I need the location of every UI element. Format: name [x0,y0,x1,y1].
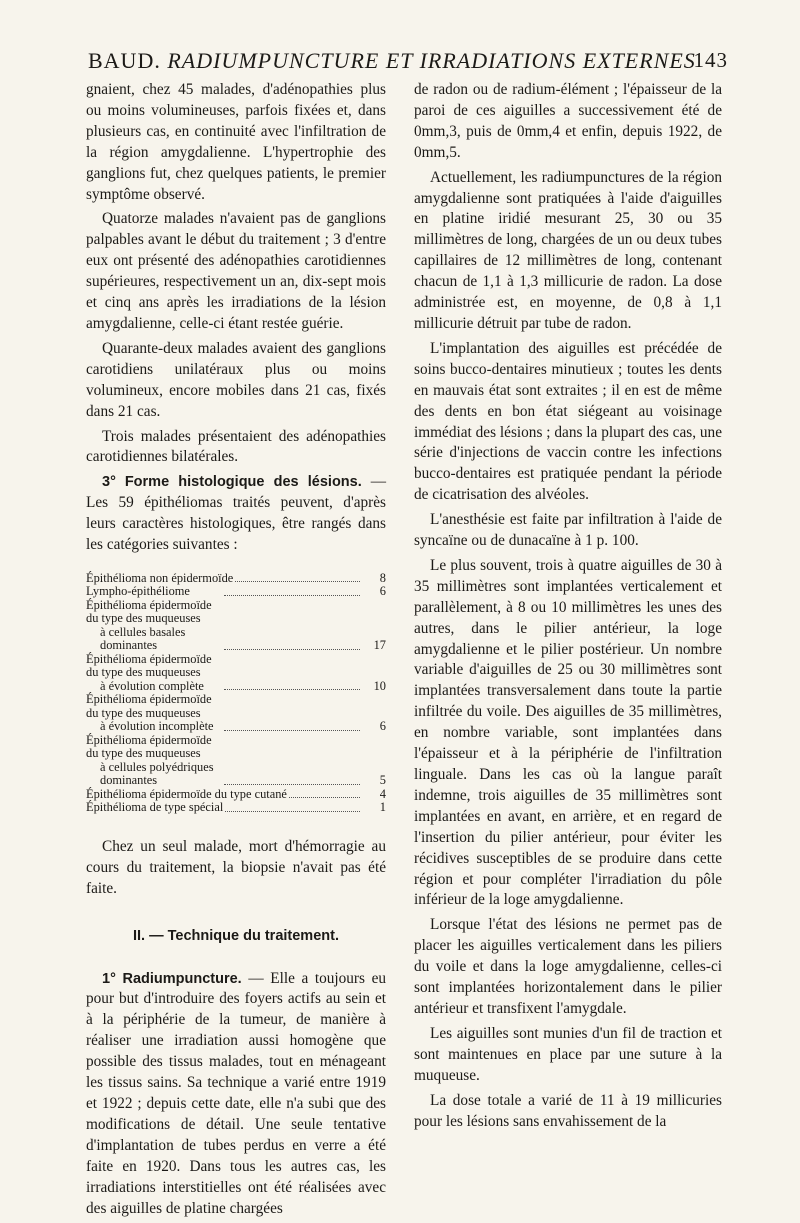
row-count: 1 [379,800,386,815]
table-row [86,653,386,694]
row-label-continued: à cellules polyédriques dominantes [100,759,214,788]
table-row [86,788,386,802]
subsection-title: Forme histologique des lésions. [124,474,362,491]
paragraph: L'implantation des aiguilles est précédée de soins bucco-dentaires minutieux ; toutes les dents en mauvais état sont extraites ; il en est de même des dents en bon état siégeant au voisinage immédiat des lésions ; dans la plupart des cas, une série d'injections de vaccin contre les infections bucco-dentaires est pratiquée pendant la période de cicatrisation des alvéoles. [414,339,722,504]
paragraph: Quatorze malades n'avaient pas de ganglions palpables avant le début du traitement ; 3 d'entre eux ont présenté des adénopathies carotidiennes supérieures, respectivement un an, dix-sept mois et cinq ans après les irradiations de la lésion amygdalienne, celle-ci étant restée guérie. [86,210,386,332]
table-row [86,599,386,653]
running-header [88,48,728,74]
row-label-continued: à évolution incomplète [100,719,214,734]
row-count: 6 [379,584,386,599]
paragraph: La dose totale a varié de 11 à 19 millicuries pour les lésions sans envahissement de la [414,1091,722,1130]
row-label: Épithélioma épidermoïde du type cutané [86,786,287,801]
left-column [86,80,386,1223]
subsection-histology [86,472,386,556]
table-row [86,572,386,586]
row-count: 5 [379,773,386,788]
row-count: 6 [379,719,386,734]
header-title: RADIUMPUNCTURE ET IRRADIATIONS EXTERNES [167,48,696,73]
paragraph: Le plus souvent, trois à quatre aiguilles de 30 à 35 millimètres sont implantées verticalement et parallèlement, à 8 ou 10 millimètres les unes des autres, dans le pilier antérieur, la loge amygdalienne et le pilier postérieur. Un nombre variable d'aiguilles de 25 ou 30 millimètres sont implantées transversalement dans toute la partie infiltrée du voile. Des aiguilles de 35 millimètres, en nombre variable, sont implantées dans l'épaisseur et à la périphérie de l'infiltration linguale. Dans les cas où la langue paraît indemne, trois aiguilles de 35 millimètres sont implantées en avant, en arrière, et en regard de l'insertion du pilier antérieur, pour éviter les récidives susceptibles de se produire dans cette région et pour compléter l'irradiation du pôle inférieur de la loge amygdalienne. [414,556,722,909]
row-count: 10 [373,678,386,693]
row-label: Épithélioma épidermoïde du type des muqueuses [86,651,212,680]
page-number: 143 [693,48,728,72]
row-label: Lympho-épithéliome [86,584,190,599]
header-author: BAUD. [88,48,161,73]
row-label: Épithélioma épidermoïde du type des muqueuses [86,597,212,626]
paragraph: Actuellement, les radiumpunctures de la région amygdalienne sont pratiquées à l'aide d'aiguilles en platine iridié mesurant 25, 30 ou 35 millimètres de long, chargées de un ou deux tubes capillaires de 12 millimètres de long, contenant chacun de 1,1 à 1,3 millicurie de radon. La dose administrée est, en moyenne, de 0,8 à 1,1 millicurie détruit par tube de radon. [414,168,722,332]
subsection-radiumpuncture [86,969,386,1220]
row-label: Épithélioma épidermoïde du type des muqueuses [86,692,212,720]
table-row [86,585,386,599]
subsection-number: 1° [102,970,116,987]
paragraph: Chez un seul malade, mort d'hémorragie au cours du traitement, la biopsie n'avait pas été faite. [86,837,386,897]
row-label-continued: à cellules basales dominantes [100,624,186,653]
paragraph: de radon ou de radium-élément ; l'épaisseur de la paroi de ces aiguilles a successivement été de 0mm,3, puis de 0mm,4 et enfin, depuis 1922, de 0mm,5. [414,81,722,161]
paragraph: L'anesthésie est faite par infiltration à l'aide de syncaïne ou de dunacaïne à 1 p. 100. [414,511,722,550]
subsection-title: Radiumpuncture. [122,970,242,987]
row-count: 17 [373,638,386,653]
row-count: 8 [379,570,386,585]
paragraph: Trois malades présentaient des adénopathies carotidiennes bilatérales. [86,427,386,466]
row-label: Épithélioma non épidermoïde [86,570,234,585]
histology-table [86,572,386,815]
paragraph: Lorsque l'état des lésions ne permet pas de placer les aiguilles verticalement dans les piliers du voile et dans la loge amygdalienne, celles-ci sont implantées horizontalement dans le pilier antérieur et transfixent l'amygdale. [414,916,722,1017]
subsection-number: 3° [102,474,116,491]
table-row [86,801,386,815]
paragraph: Les aiguilles sont munies d'un fil de traction et sont maintenues en place par une suture à la muqueuse. [414,1024,722,1084]
table-row [86,693,386,734]
paragraph: Quarante-deux malades avaient des ganglions carotidiens unilatéraux plus ou moins volumineux, encore mobiles dans 21 cas, fixés dans 21 cas. [86,339,386,420]
row-label: Épithélioma épidermoïde du type des muqueuses [86,732,212,761]
row-label: Épithélioma de type spécial [86,800,224,815]
subsection-text: — Les 59 épithéliomas traités peuvent, d'après leurs caractères histologiques, être rangés dans les catégories suivantes : [86,473,386,554]
subsection-text: — Elle a toujours eu pour but d'introduire des foyers actifs au sein et à la périphérie de la tumeur, de manière à réaliser une irradiation aussi homogène que possible des tissus malades, tout en ménageant les tissus sains. Sa technique a varié entre 1919 et 1922 ; depuis cette date, elle n'a subi que des modifications de détail. Une seule tentative d'implantation de tubes perdus en verre a été faite en 1920. Dans tous les autres cas, les irradiations interstitielles ont été réalisées avec des aiguilles de platine chargées [86,969,387,1217]
section-heading: II. — Technique du traitement. [133,927,339,944]
row-label-continued: à évolution complète [100,678,204,693]
paragraph: gnaient, chez 45 malades, d'adénopathies plus ou moins volumineuses, parfois fixées et, dans plusieurs cas, en continuité avec l'infiltration de la région amygdalienne. L'hypertrophie des ganglions fut, chez quelques patients, le premier symptôme observé. [86,81,386,203]
table-row [86,734,386,788]
row-count: 4 [379,786,386,801]
right-column [414,80,722,1136]
